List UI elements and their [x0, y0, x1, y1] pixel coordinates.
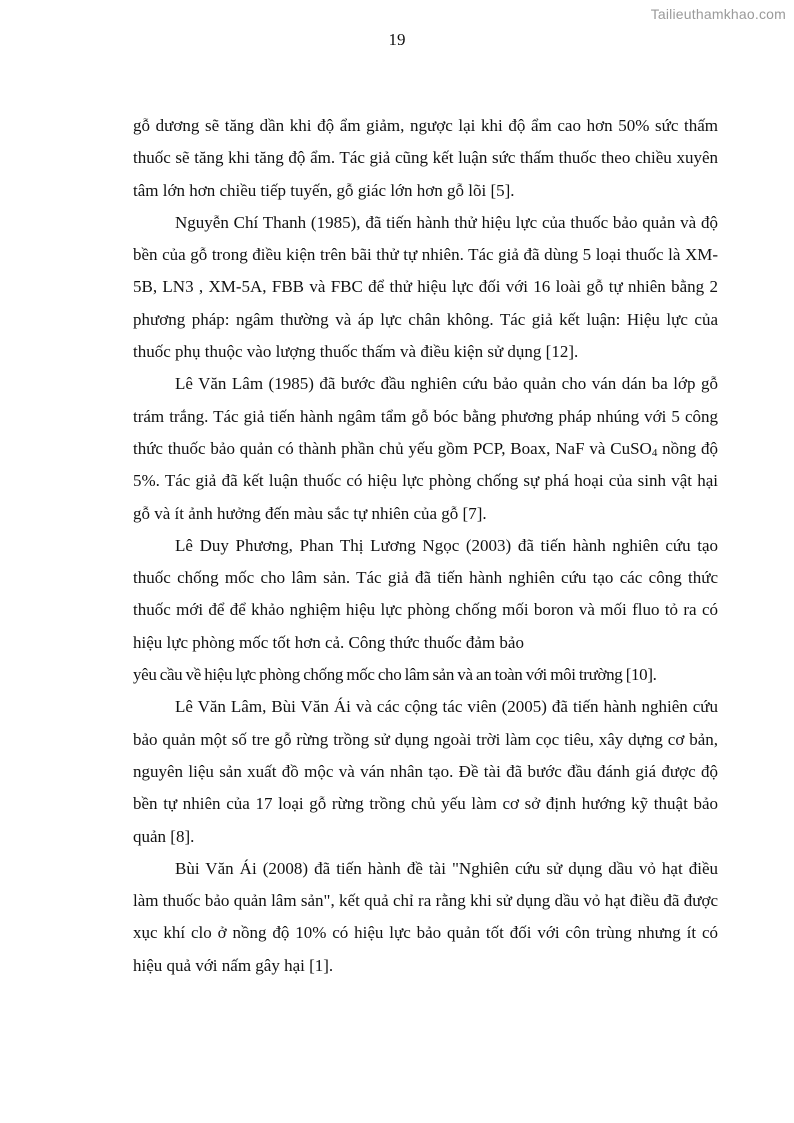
- paragraph-bui-van-ai: Bùi Văn Ái (2008) đã tiến hành đề tài "Nghiên cứu sử dụng dầu vỏ hạt điều làm thuốc bảo quản lâm sản", kết quả chỉ ra rằng khi sử dụng dầu vỏ hạt điều đã được xục khí clo ở nồng độ 10% có hiệu lực bảo quản tốt đối với côn trùng nhưng ít có hiệu quả với nấm gây hại [1].: [133, 858, 718, 975]
- paragraph-text-before-subscript: Lê Văn Lâm (1985) đã bước đầu nghiên cứu bảo quản cho ván dán ba lớp gỗ trám trắng. Tác giả tiến hành ngâm tẩm gỗ bóc bằng phương pháp nhúng với 5 công thức thuốc bảo quản có thành phần chủ yếu gồm PCP, Boax, NaF và CuSO: [133, 374, 718, 458]
- chemical-subscript: 4: [651, 446, 658, 459]
- watermark: Tailieuthamkhao.com: [650, 6, 786, 22]
- paragraph-le-duy-phuong-last-line: yêu cầu về hiệu lực phòng chống mốc cho lâm sản và an toàn với môi trường [10].: [133, 665, 657, 685]
- document-body: [133, 110, 718, 982]
- paragraph-nguyen-chi-thanh: Nguyễn Chí Thanh (1985), đã tiến hành thử hiệu lực của thuốc bảo quản và độ bền của gỗ trong điều kiện trên bãi thử tự nhiên. Tác giả đã dùng 5 loại thuốc là XM-5B, LN3 , XM-5A, FBB và FBC để thử hiệu lực đối với 16 loài gỗ tự nhiên bằng 2 phương pháp: ngâm thường và áp lực chân không. Tác giả kết luận: Hiệu lực của thuốc phụ thuộc vào lượng thuốc thấm và điều kiện sử dụng [12].: [133, 212, 718, 362]
- paragraph-text-after-subscript: nồng độ 5%. Tác giả đã kết luận thuốc có hiệu lực phòng chống sự phá hoại của sinh vật hại gỗ và ít ảnh hưởng đến màu sắc tự nhiên của gỗ [7].: [133, 438, 719, 523]
- paragraph-le-van-lam-2005: Lê Văn Lâm, Bùi Văn Ái và các cộng tác viên (2005) đã tiến hành nghiên cứu bảo quản một số tre gỗ rừng trồng sử dụng ngoài trời làm cọc tiêu, xây dựng cơ bản, nguyên liệu sản xuất đồ mộc và ván nhân tạo. Đề tài đã bước đầu đánh giá được độ bền tự nhiên của 17 loại gỗ rừng trồng chủ yếu làm cơ sở định hướng kỹ thuật bảo quản [8].: [133, 697, 718, 846]
- paragraph-continuation: gỗ dương sẽ tăng dần khi độ ẩm giảm, ngược lại khi độ ẩm cao hơn 50% sức thấm thuốc sẽ tăng khi tăng độ ẩm. Tác giả cũng kết luận sức thấm thuốc theo chiều xuyên tâm lớn hơn chiều tiếp tuyến, gỗ giác lớn hơn gỗ lõi [5].: [133, 116, 718, 200]
- page-number: 19: [388, 30, 406, 49]
- paragraph-le-van-lam-1985: [133, 368, 718, 529]
- paragraph-le-duy-phuong: Lê Duy Phương, Phan Thị Lương Ngọc (2003) đã tiến hành nghiên cứu tạo thuốc chống mốc cho lâm sản. Tác giả đã tiến hành nghiên cứu tạo các công thức thuốc mới để để khảo nghiệm hiệu lực phòng chống mối boron và mối fluo tỏ ra có hiệu lực phòng mốc tốt hơn cả. Công thức thuốc đảm bảo: [133, 535, 718, 652]
